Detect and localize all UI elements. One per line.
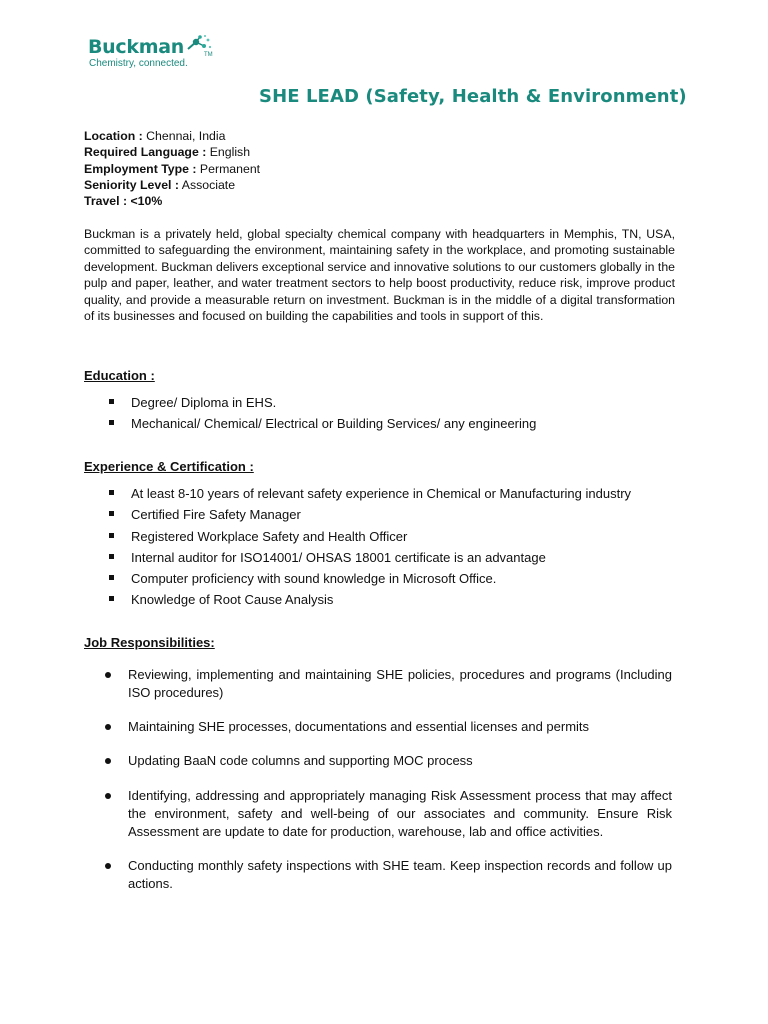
education-list bbox=[84, 392, 684, 435]
list-item: Registered Workplace Safety and Health Officer bbox=[84, 526, 684, 547]
responsibilities-heading: Job Responsibilities: bbox=[84, 635, 215, 650]
square-bullet-icon bbox=[109, 575, 114, 580]
square-bullet-icon bbox=[109, 554, 114, 559]
experience-heading: Experience & Certification : bbox=[84, 459, 254, 474]
meta-travel: Travel : <10% bbox=[84, 194, 163, 209]
buckman-logo bbox=[88, 34, 228, 74]
square-bullet-icon bbox=[109, 533, 114, 538]
logo-tagline: Chemistry, connected. bbox=[89, 58, 188, 69]
list-item: Maintaining SHE processes, documentations and essential licenses and permits bbox=[84, 718, 672, 736]
list-item: Certified Fire Safety Manager bbox=[84, 504, 684, 525]
dot-bullet-icon bbox=[105, 724, 111, 730]
experience-list bbox=[84, 483, 684, 611]
list-item: At least 8-10 years of relevant safety experience in Chemical or Manufacturing industry bbox=[84, 483, 684, 504]
list-item: Reviewing, implementing and maintaining SHE policies, procedures and programs (Including ISO procedures) bbox=[84, 666, 672, 702]
meta-location: Location : Chennai, India bbox=[84, 129, 226, 143]
square-bullet-icon bbox=[109, 596, 114, 601]
dot-bullet-icon bbox=[105, 863, 111, 869]
education-heading: Education : bbox=[84, 368, 155, 383]
page-title: SHE LEAD (Safety, Health & Environment) bbox=[259, 86, 687, 107]
list-item: Identifying, addressing and appropriately managing Risk Assessment process that may affect the environment, safety and well-being of our associates and community. Ensure Risk Assessment are update to date for production, warehouse, lab and office activities. bbox=[84, 787, 672, 841]
meta-seniority: Seniority Level : Associate bbox=[84, 177, 236, 192]
list-item: Mechanical/ Chemical/ Electrical or Building Services/ any engineering bbox=[84, 413, 684, 434]
list-item: Conducting monthly safety inspections with SHE team. Keep inspection records and follow up actions. bbox=[84, 857, 672, 893]
dot-bullet-icon bbox=[105, 793, 111, 799]
logo-wordmark: Buckman bbox=[88, 36, 184, 58]
list-item: Degree/ Diploma in EHS. bbox=[84, 392, 684, 413]
list-item: Internal auditor for ISO14001/ OHSAS 18001 certificate is an advantage bbox=[84, 547, 684, 568]
meta-employment-type: Employment Type : Permanent bbox=[84, 161, 261, 176]
square-bullet-icon bbox=[109, 490, 114, 495]
company-intro: Buckman is a privately held, global specialty chemical company with headquarters in Memphis, TN, USA, committed to safeguarding the environment, maintaining safety in the workplace, and promoting sustainable development. Buckman delivers exceptional service and innovative solutions to our customers globally in the pulp and paper, leather, and water treatment sectors to help boost productivity, reduce risk, improve product quality, and provide a measurable return on investment. Buckman is in the middle of a digital transformation of its businesses and focused on building the capabilities and tools in support of this. bbox=[84, 227, 675, 324]
square-bullet-icon bbox=[109, 399, 114, 404]
list-item: Computer proficiency with sound knowledge in Microsoft Office. bbox=[84, 568, 684, 589]
dot-bullet-icon bbox=[105, 672, 111, 678]
trademark: TM bbox=[204, 52, 213, 58]
dot-bullet-icon bbox=[105, 758, 111, 764]
square-bullet-icon bbox=[109, 511, 114, 516]
job-meta bbox=[84, 128, 260, 209]
list-item: Updating BaaN code columns and supporting MOC process bbox=[84, 752, 672, 770]
meta-language: Required Language : English bbox=[84, 145, 251, 160]
list-item: Knowledge of Root Cause Analysis bbox=[84, 589, 684, 610]
square-bullet-icon bbox=[109, 420, 114, 425]
